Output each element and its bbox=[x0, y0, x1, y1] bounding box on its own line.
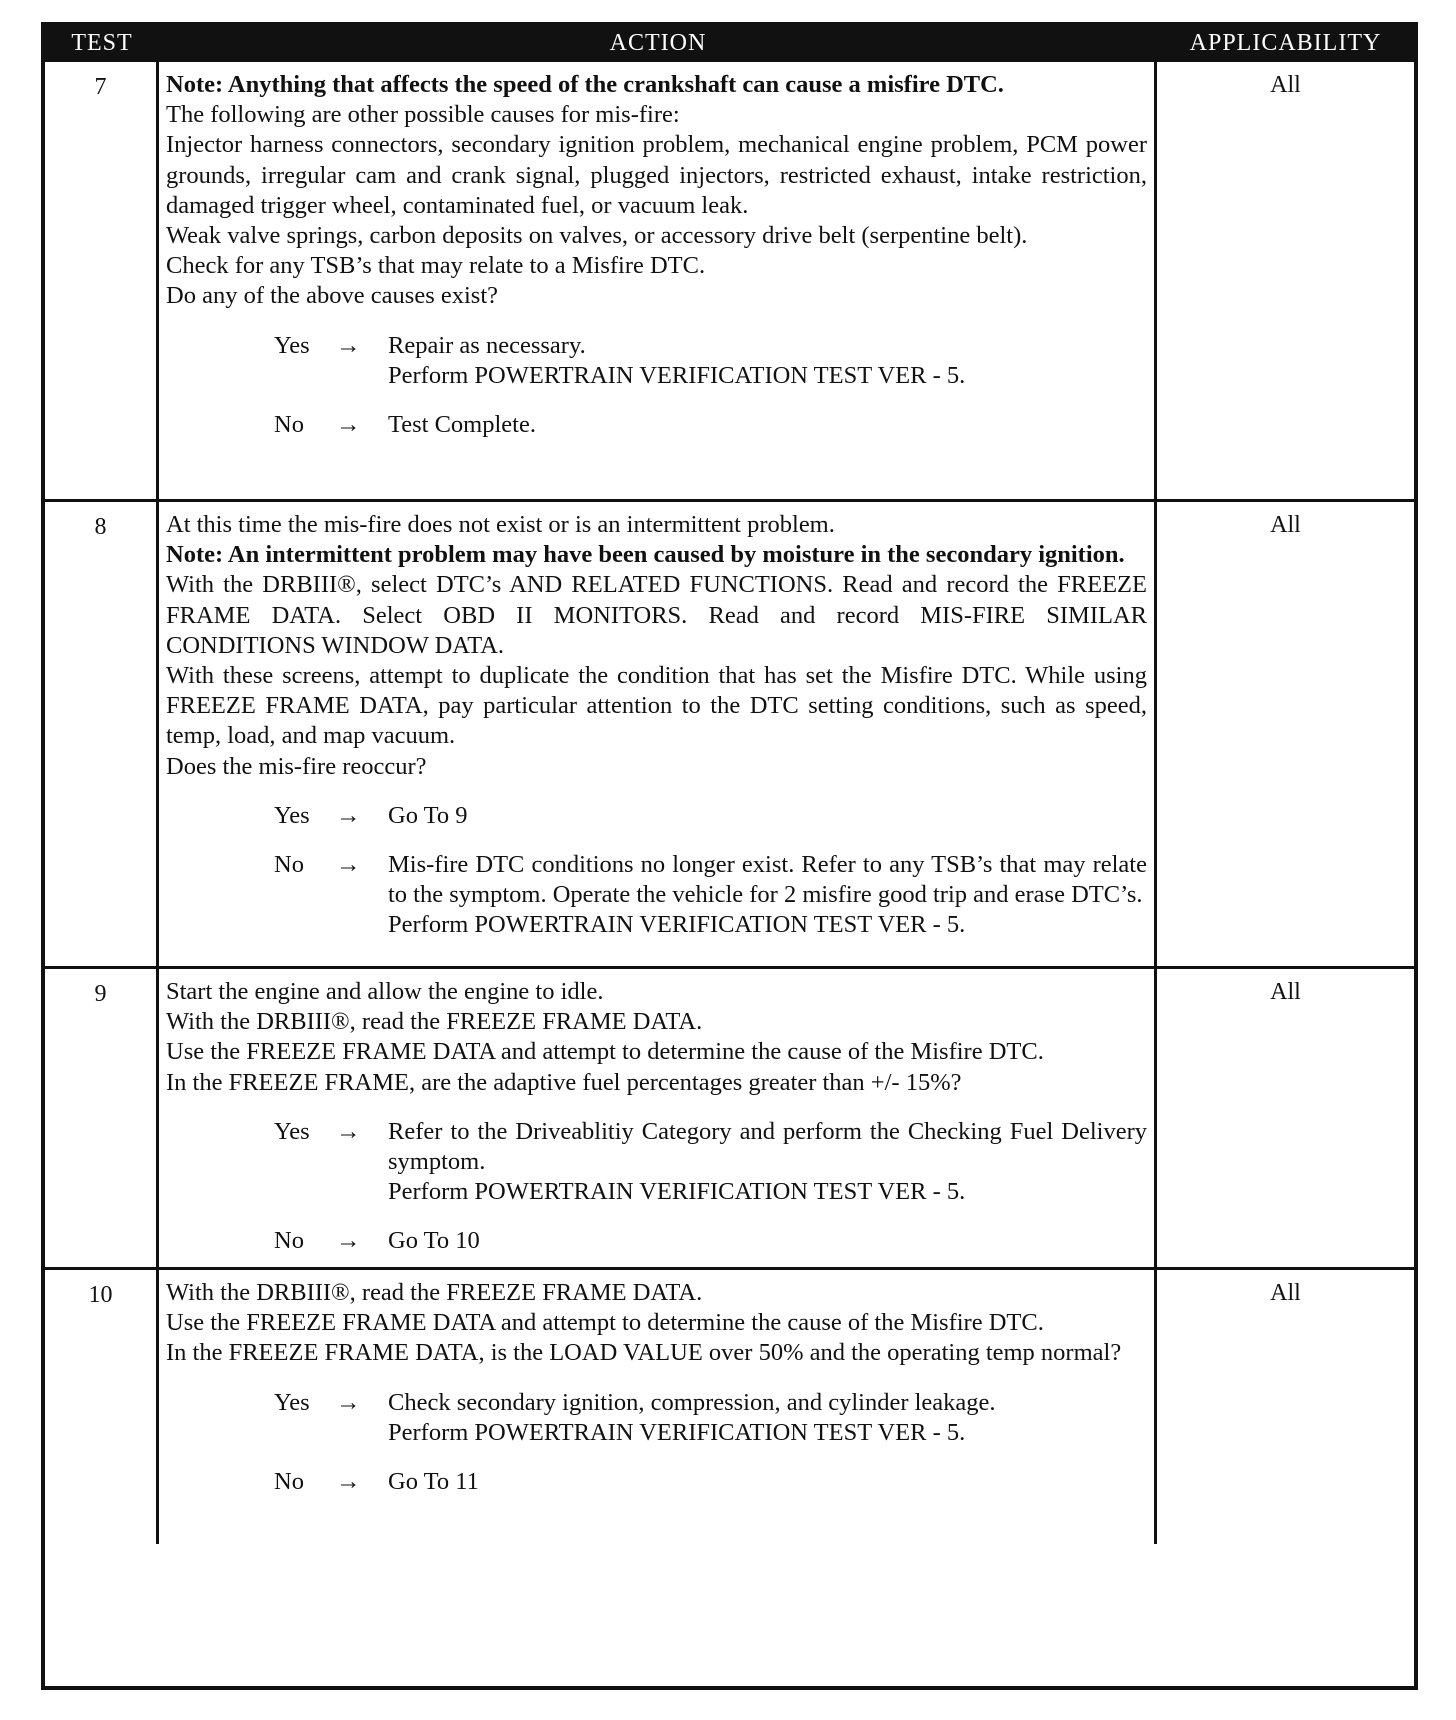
action-paragraph: The following are other possible causes for mis-fire: bbox=[166, 101, 680, 129]
applicability-value: All bbox=[1270, 979, 1301, 1005]
action-cell bbox=[159, 1270, 1157, 1544]
option-line: Go To 9 bbox=[388, 801, 468, 829]
header-action: ACTION bbox=[609, 30, 707, 56]
header-applicability: APPLICABILITY bbox=[1189, 30, 1382, 56]
option-line: Test Complete. bbox=[388, 411, 536, 439]
arrow-right-icon: → bbox=[336, 411, 361, 439]
option-text bbox=[388, 850, 1147, 941]
diagnostic-test-table bbox=[41, 22, 1418, 1690]
action-paragraph: Injector harness connectors, secondary ignition problem, mechanical engine problem, PCM power grounds, irregular cam and crank signal, plugged injectors, restricted exhaust, intake restriction, damaged trigger wheel, contaminated fuel, or vacuum leak. bbox=[166, 131, 1147, 219]
option-line: Refer to the Driveablitiy Category and perform the Checking Fuel Delivery symptom. bbox=[388, 1117, 1147, 1176]
table-row bbox=[45, 969, 1414, 1270]
action-paragraph: Use the FREEZE FRAME DATA and attempt to determine the cause of the Misfire DTC. bbox=[166, 1309, 1044, 1337]
option-text bbox=[388, 1388, 1147, 1448]
test-number: 10 bbox=[45, 1270, 159, 1544]
option-label: No bbox=[274, 1468, 304, 1496]
arrow-right-icon: → bbox=[336, 1227, 361, 1255]
action-cell bbox=[159, 62, 1157, 499]
action-paragraph: Does the mis-fire reoccur? bbox=[166, 752, 427, 780]
note-text: Note: An intermittent problem may have been caused by moisture in the secondary ignition. bbox=[166, 541, 1125, 569]
test-number: 7 bbox=[45, 62, 159, 499]
action-paragraph: In the FREEZE FRAME DATA, is the LOAD VALUE over 50% and the operating temp normal? bbox=[166, 1339, 1122, 1367]
option-line: Check secondary ignition, compression, and cylinder leakage. bbox=[388, 1388, 996, 1416]
option-line: Perform POWERTRAIN VERIFICATION TEST VER - 5. bbox=[388, 911, 966, 939]
test-number: 8 bbox=[45, 502, 159, 966]
test-number: 9 bbox=[45, 969, 159, 1267]
note-text: Note: Anything that affects the speed of the crankshaft can cause a misfire DTC. bbox=[166, 71, 1004, 98]
option-text bbox=[388, 1226, 1147, 1256]
header-test: TEST bbox=[71, 30, 133, 56]
answer-options bbox=[166, 331, 1147, 441]
option-label: Yes bbox=[274, 1117, 310, 1145]
arrow-right-icon: → bbox=[336, 1468, 361, 1496]
arrow-right-icon: → bbox=[336, 851, 361, 879]
option-line: Repair as necessary. bbox=[388, 331, 586, 359]
option-label: Yes bbox=[274, 331, 310, 359]
answer-option-yes bbox=[166, 1388, 1147, 1448]
option-text bbox=[388, 331, 1147, 391]
option-label: No bbox=[274, 1227, 304, 1255]
action-cell bbox=[159, 969, 1157, 1267]
arrow-right-icon: → bbox=[336, 1388, 361, 1416]
action-paragraph: In the FREEZE FRAME, are the adaptive fuel percentages greater than +/- 15%? bbox=[166, 1068, 962, 1096]
option-text bbox=[388, 1467, 1147, 1497]
answer-options bbox=[166, 1388, 1147, 1498]
option-line: Perform POWERTRAIN VERIFICATION TEST VER - 5. bbox=[388, 1178, 966, 1206]
applicability-value: All bbox=[1270, 512, 1301, 538]
action-paragraph: Use the FREEZE FRAME DATA and attempt to determine the cause of the Misfire DTC. bbox=[166, 1038, 1044, 1066]
action-paragraph: With the DRBIII®, select DTC’s AND RELATED FUNCTIONS. Read and record the FREEZE FRAME DATA. Select OBD II MONITORS. Read and record MIS-FIRE SIMILAR CONDITIONS WINDOW DATA. bbox=[166, 571, 1147, 659]
action-paragraph: With the DRBIII®, read the FREEZE FRAME DATA. bbox=[166, 1279, 703, 1306]
answer-option-no bbox=[166, 850, 1147, 941]
option-label: Yes bbox=[274, 801, 310, 829]
option-text bbox=[388, 410, 1147, 440]
table-row bbox=[45, 502, 1414, 969]
action-paragraph: With the DRBIII®, read the FREEZE FRAME DATA. bbox=[166, 1008, 703, 1036]
answer-options bbox=[166, 1117, 1147, 1257]
answer-option-yes bbox=[166, 1117, 1147, 1208]
option-label: Yes bbox=[274, 1388, 310, 1416]
option-line: Perform POWERTRAIN VERIFICATION TEST VER - 5. bbox=[388, 1418, 966, 1446]
action-cell bbox=[159, 502, 1157, 966]
table-header bbox=[45, 22, 1414, 62]
answer-option-yes bbox=[166, 331, 1147, 391]
arrow-right-icon: → bbox=[336, 331, 361, 359]
action-paragraph: Check for any TSB’s that may relate to a Misfire DTC. bbox=[166, 252, 706, 280]
arrow-right-icon: → bbox=[336, 801, 361, 829]
option-line: Perform POWERTRAIN VERIFICATION TEST VER - 5. bbox=[388, 361, 966, 389]
option-label: No bbox=[274, 851, 304, 879]
answer-option-no bbox=[166, 410, 1147, 440]
action-paragraph: Do any of the above causes exist? bbox=[166, 282, 498, 310]
option-text bbox=[388, 801, 1147, 831]
answer-options bbox=[166, 801, 1147, 941]
answer-option-yes bbox=[166, 801, 1147, 831]
option-line: Mis-fire DTC conditions no longer exist. Refer to any TSB’s that may relate to the symptom. Operate the vehicle for 2 misfire good trip and erase DTC’s. bbox=[388, 851, 1147, 909]
action-paragraph: Start the engine and allow the engine to idle. bbox=[166, 978, 604, 1005]
action-paragraph: Weak valve springs, carbon deposits on valves, or accessory drive belt (serpentine belt). bbox=[166, 222, 1028, 250]
option-line: Go To 10 bbox=[388, 1227, 480, 1255]
option-line: Go To 11 bbox=[388, 1468, 479, 1496]
option-label: No bbox=[274, 411, 304, 439]
arrow-right-icon: → bbox=[336, 1117, 361, 1145]
table-body bbox=[45, 62, 1414, 1544]
answer-option-no bbox=[166, 1467, 1147, 1497]
applicability-value: All bbox=[1270, 72, 1301, 98]
table-row bbox=[45, 62, 1414, 502]
option-text bbox=[388, 1117, 1147, 1208]
applicability-value: All bbox=[1270, 1280, 1301, 1306]
action-paragraph: With these screens, attempt to duplicate the condition that has set the Misfire DTC. While using FREEZE FRAME DATA, pay particular attention to the DTC setting conditions, such as speed, temp, load, and map vacuum. bbox=[166, 662, 1147, 750]
action-paragraph: At this time the mis-fire does not exist or is an intermittent problem. bbox=[166, 511, 835, 538]
answer-option-no bbox=[166, 1226, 1147, 1256]
table-row bbox=[45, 1270, 1414, 1544]
